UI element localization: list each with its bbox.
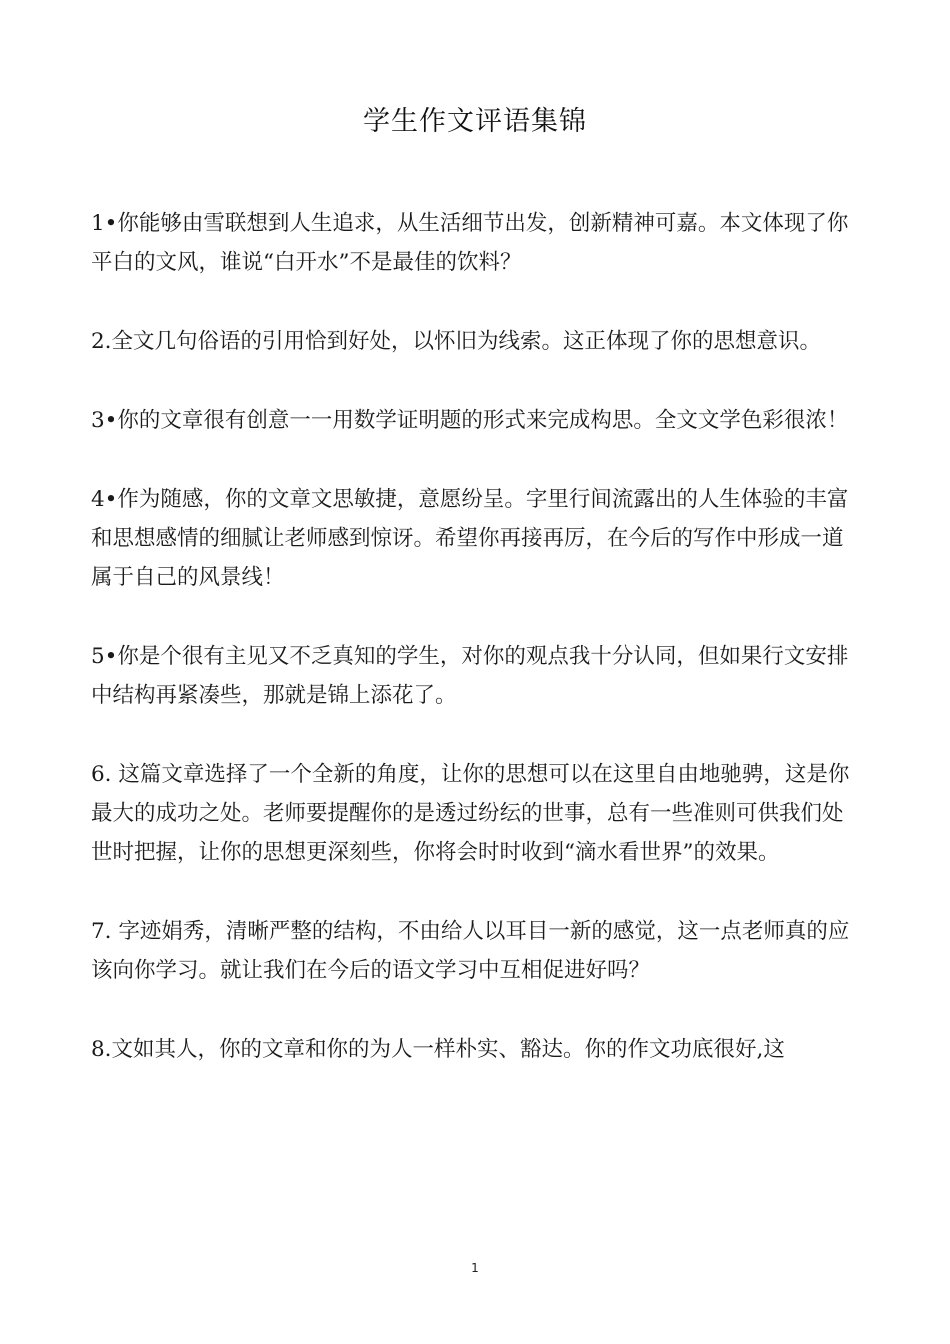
document-title: 学生作文评语集锦 [363, 106, 587, 137]
comment-paragraph-7: 7. 字迹娟秀，清晰严整的结构，不由给人以耳目一新的感觉，这一点老师真的应该向你学习。就让我们在今后的语文学习中互相促进好吗？ [91, 919, 850, 983]
comment-paragraph-1: 1•你能够由雪联想到人生追求，从生活细节出发，创新精神可嘉。本文体现了你平白的文风，谁说“白开水”不是最佳的饮料？ [91, 211, 849, 275]
comment-paragraph-4: 4•作为随感，你的文章文思敏捷，意愿纷呈。字里行间流露出的人生体验的丰富和思想感情的细腻让老师感到惊讶。希望你再接再厉，在今后的写作中形成一道属于自己的风景线！ [91, 487, 849, 590]
document-body [91, 204, 859, 1109]
page-number: 1 [471, 1261, 479, 1275]
comment-paragraph-2: 2.全文几句俗语的引用恰到好处，以怀旧为线索。这正体现了你的思想意识。 [91, 329, 822, 354]
comment-paragraph-6: 6. 这篇文章选择了一个全新的角度，让你的思想可以在这里自由地驰骋，这是你最大的成功之处。老师要提醒你的是透过纷纭的世事，总有一些准则可供我们处世时把握，让你的思想更深刻些，你将会时时收到“滴水看世界”的效果。 [91, 762, 850, 865]
comment-paragraph-5: 5•你是个很有主见又不乏真知的学生，对你的观点我十分认同，但如果行文安排中结构再紧凑些，那就是锦上添花了。 [91, 644, 849, 708]
comment-paragraph-3: 3•你的文章很有创意一一用数学证明题的形式来完成构思。全文文学色彩很浓！ [91, 408, 849, 433]
comment-paragraph-8: 8.文如其人，你的文章和你的为人一样朴实、豁达。你的作文功底很好,这 [91, 1037, 785, 1062]
